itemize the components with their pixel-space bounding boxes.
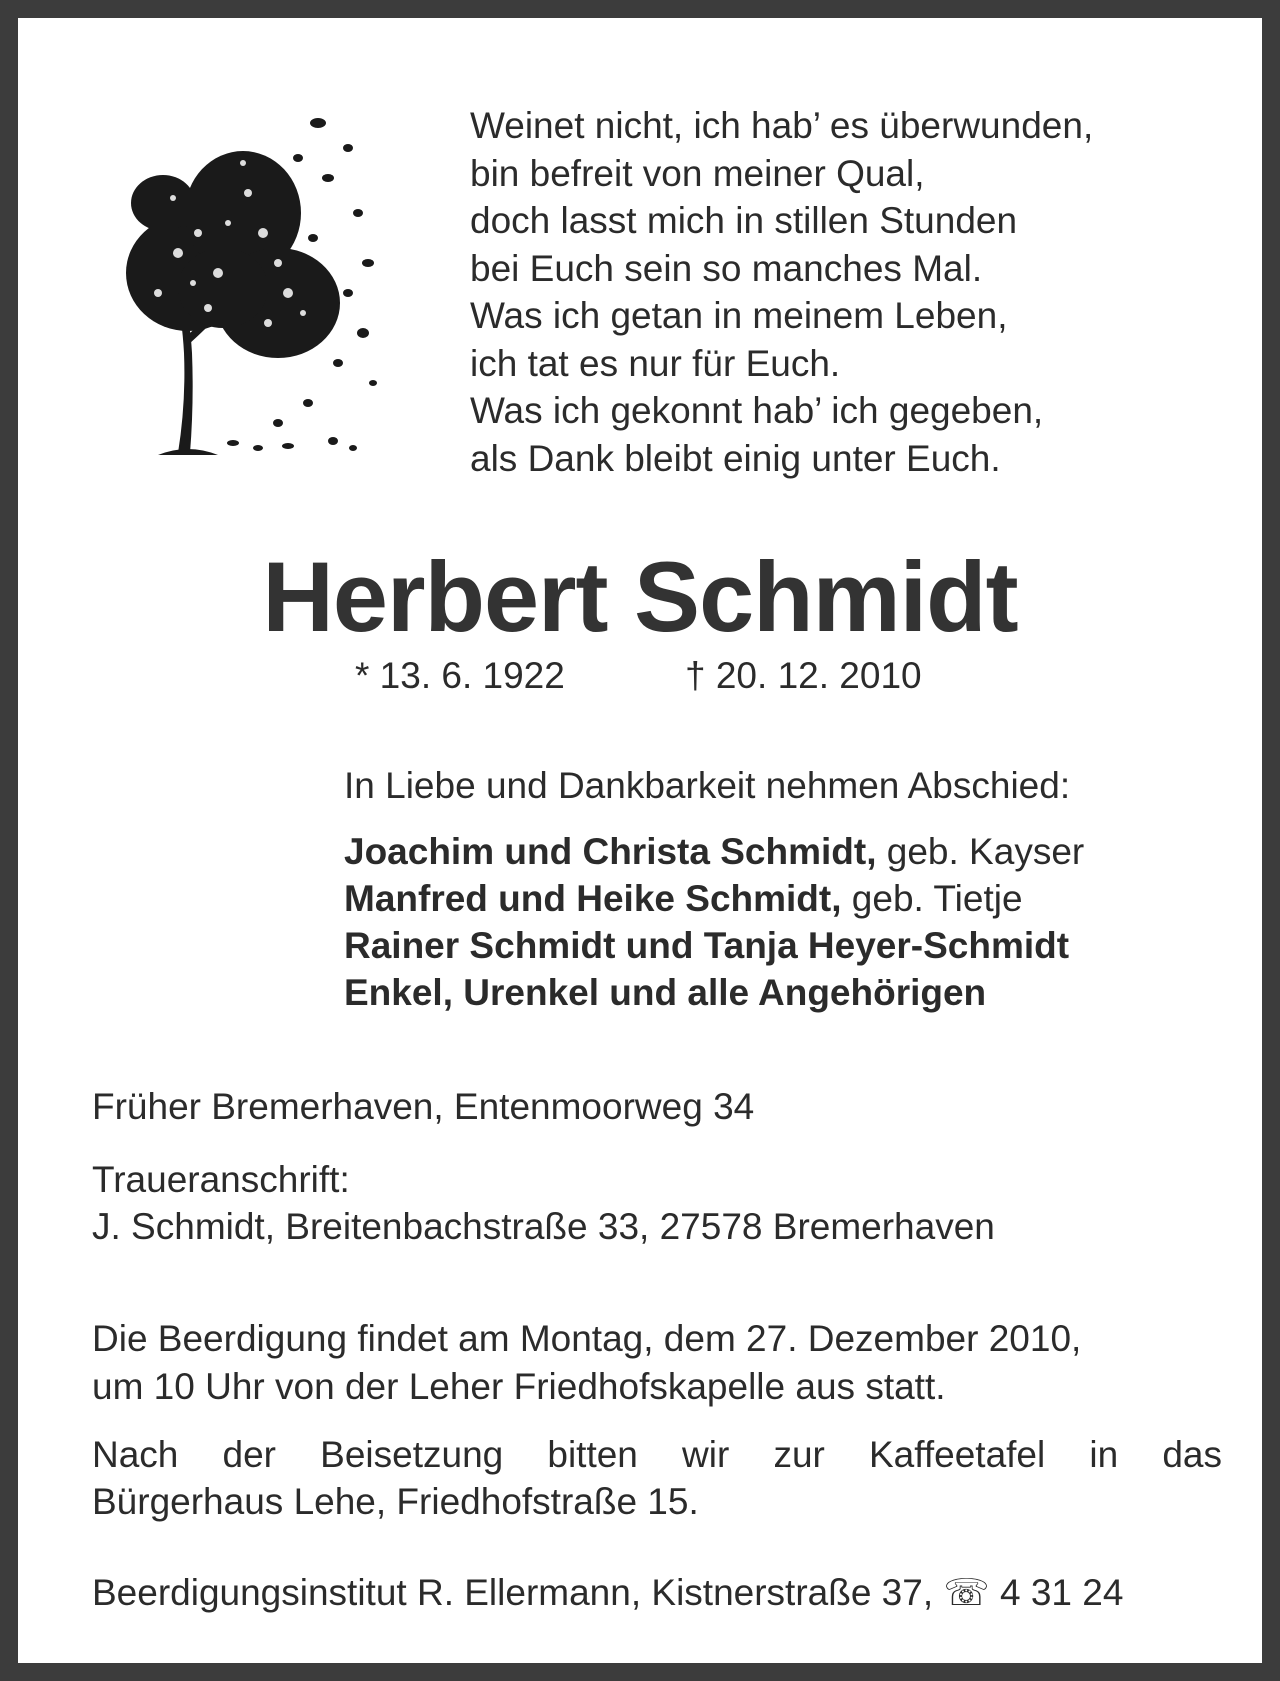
- reception-word: das: [1162, 1434, 1222, 1475]
- reception-word: zur: [773, 1434, 825, 1475]
- reception-word: Kaffeetafel: [868, 1434, 1046, 1475]
- reception-word: bitten: [547, 1434, 638, 1475]
- undertaker-text: Beerdigungsinstitut R. Ellermann, Kistnerstraße 37,: [92, 1572, 934, 1613]
- family-member-note: geb. Kayser: [876, 831, 1085, 872]
- reception-info: [92, 1431, 1222, 1525]
- poem-line: Was ich getan in meinem Leben,: [470, 295, 1008, 336]
- poem-line: als Dank bleibt einig unter Euch.: [470, 437, 1001, 479]
- birth-date: * 13. 6. 1922: [355, 655, 565, 696]
- tree-illustration: [118, 103, 388, 463]
- family-member-name: Enkel, Urenkel und alle Angehörigen: [344, 972, 987, 1013]
- deceased-name: Herbert Schmidt: [262, 541, 1018, 652]
- mourning-address-text: J. Schmidt, Breitenbachstraße 33, 27578 Bremerhaven: [92, 1206, 995, 1247]
- reception-word: in: [1089, 1434, 1119, 1475]
- poem-line: Weinet nicht, ich hab’ es überwunden,: [470, 105, 1094, 146]
- family-member: [344, 875, 1084, 922]
- poem-line: Was ich gekonnt hab’ ich gegeben,: [470, 390, 1044, 431]
- reception-word: Beisetzung: [320, 1434, 504, 1475]
- funeral-line: Die Beerdigung findet am Montag, dem 27. Dezember 2010,: [92, 1318, 1082, 1359]
- reception-word: der: [222, 1434, 277, 1475]
- family-member-note: geb. Tietje: [841, 878, 1023, 919]
- death-date: † 20. 12. 2010: [685, 655, 922, 696]
- funeral-line: um 10 Uhr von der Leher Friedhofskapelle aus statt.: [92, 1366, 946, 1407]
- undertaker-phone: 4 31 24: [999, 1572, 1124, 1613]
- former-address: Früher Bremerhaven, Entenmoorweg 34: [92, 1086, 755, 1127]
- reception-word: wir: [682, 1434, 730, 1475]
- reception-line: Bürgerhaus Lehe, Friedhofstraße 15.: [92, 1481, 699, 1522]
- reception-word: Nach: [92, 1434, 179, 1475]
- funeral-info: [92, 1315, 1081, 1411]
- mourning-address: [92, 1156, 995, 1250]
- family-list: [344, 828, 1084, 1016]
- poem: [470, 102, 1093, 482]
- family-member: [344, 828, 1084, 875]
- poem-line: ich tat es nur für Euch.: [470, 342, 841, 384]
- poem-line: bin befreit von meiner Qual,: [470, 152, 925, 194]
- family-member-name: Rainer Schmidt und Tanja Heyer-Schmidt: [344, 925, 1070, 966]
- undertaker-info: [92, 1571, 1123, 1614]
- mourning-address-label: Traueranschrift:: [92, 1159, 350, 1200]
- reception-line: [92, 1431, 1222, 1478]
- farewell-line: In Liebe und Dankbarkeit nehmen Abschied:: [344, 765, 1071, 806]
- poem-line: doch lasst mich in stillen Stunden: [470, 200, 1018, 241]
- family-member-name: Joachim und Christa Schmidt,: [344, 831, 877, 872]
- family-member: [344, 922, 1084, 969]
- obituary-card: [18, 18, 1262, 1663]
- telephone-icon: ☏: [943, 1572, 990, 1613]
- poem-line: bei Euch sein so manches Mal.: [470, 247, 983, 289]
- family-member: [344, 969, 1084, 1016]
- family-member-name: Manfred und Heike Schmidt,: [344, 878, 842, 919]
